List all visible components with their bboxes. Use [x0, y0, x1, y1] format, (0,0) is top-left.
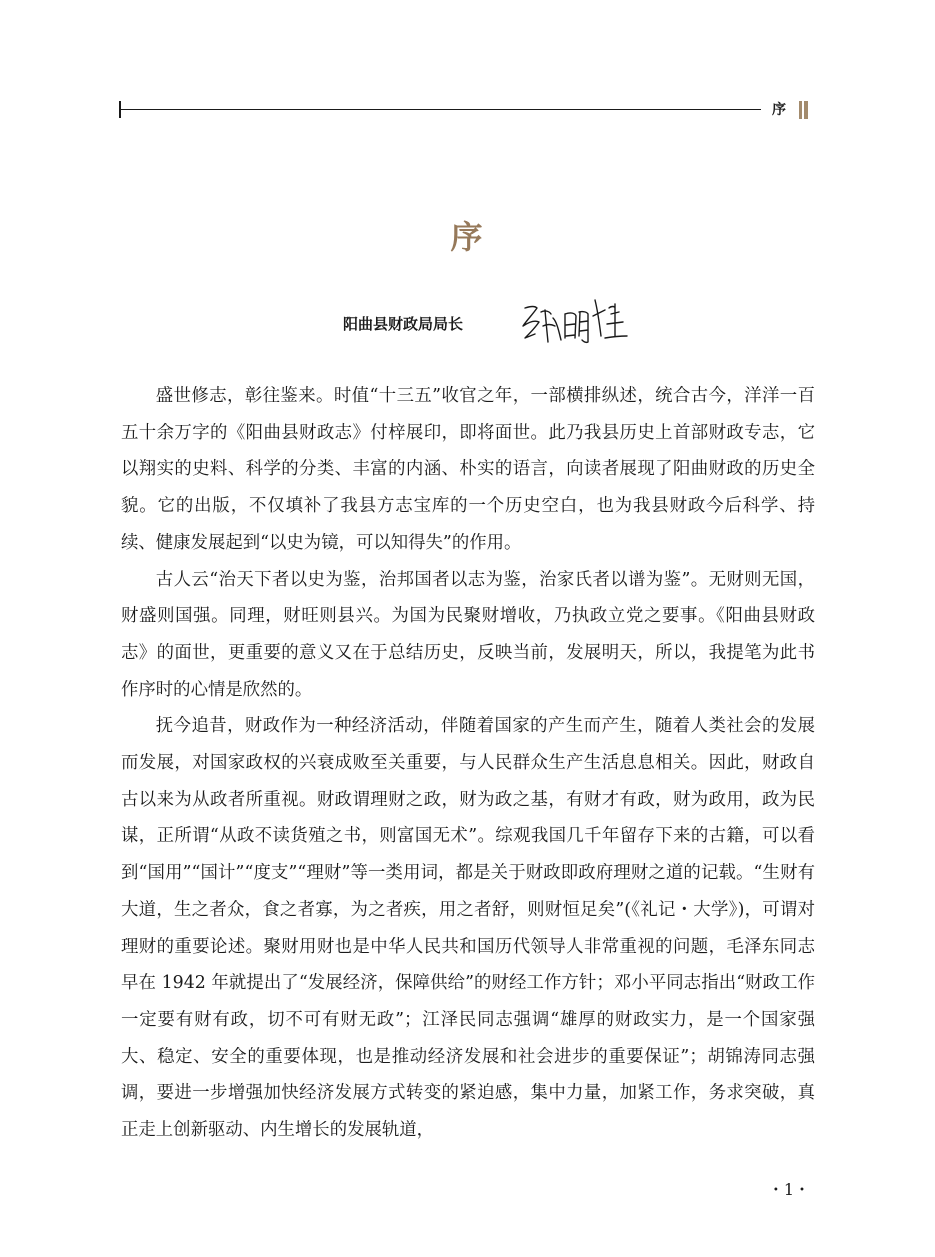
paragraph: 抚今追昔，财政作为一种经济活动，伴随着国家的产生而产生，随着人类社会的发展而发展，对国家政权的兴衰成败至关重要，与人民群众生产生活息息相关。因此，财政自古以来为从政者所重视。财政谓理财之政，财为政之基，有财才有政，财为政用，政为民谋，正所谓“从政不读货殖之书，则富国无术”。综观我国几千年留存下来的古籍，可以看到“国用”“国计”“度支”“理财”等一类用词，都是关于财政即政府理财之道的记载。“生财有大道，生之者众，食之者寡，为之者疾，用之者舒，则财恒足矣”(《礼记・大学》)，可谓对理财的重要论述。聚财用财也是中华人民共和国历代领导人非常重视的问题，毛泽东同志早在 1942 年就提出了“发展经济，保障供给”的财经工作方针；邓小平同志指出“财政工作一定要有财有政，切不可有财无政”；江泽民同志强调“雄厚的财政实力，是一个国家强大、稳定、安全的重要体现，也是推动经济发展和社会进步的重要保证”；胡锦涛同志强调，要进一步增强加快经济发展方式转变的紧迫感，集中力量，加紧工作，务求突破，真正走上创新驱动、内生增长的发展轨道，	[121, 716, 815, 1141]
header-bars-ornament	[799, 101, 808, 119]
signature-image	[515, 292, 635, 348]
paragraph: 盛世修志，彰往鉴来。时值“十三五”收官之年，一部横排纵述，统合古今，洋洋一百五十余万字的《阳曲县财政志》付梓展印，即将面世。此乃我县历史上首部财政专志，它以翔实的史料、科学的分类、丰富的内涵、朴实的语言，向读者展现了阳曲财政的历史全貌。它的出版，不仅填补了我县方志宝库的一个历史空白，也为我县财政今后科学、持续、健康发展起到“以史为镜，可以知得失”的作用。	[121, 386, 815, 553]
page-number: ・1・	[767, 1180, 810, 1199]
header-rule	[121, 109, 761, 110]
paragraph: 古人云“治天下者以史为鉴，治邦国者以志为鉴，治家氏者以谱为鉴”。无财则无国，财盛则国强。同理，财旺则县兴。为国为民聚财增收，乃执政立党之要事。《阳曲县财政志》的面世，更重要的意义又在于总结历史，反映当前，发展明天，所以，我提笔为此书作序时的心情是欣然的。	[121, 569, 815, 700]
running-header	[119, 100, 811, 120]
body-text	[121, 378, 815, 1149]
running-header-title: 序	[772, 102, 786, 118]
author-title: 阳曲县财政局局长	[343, 315, 464, 333]
page-title: 序	[450, 218, 485, 256]
